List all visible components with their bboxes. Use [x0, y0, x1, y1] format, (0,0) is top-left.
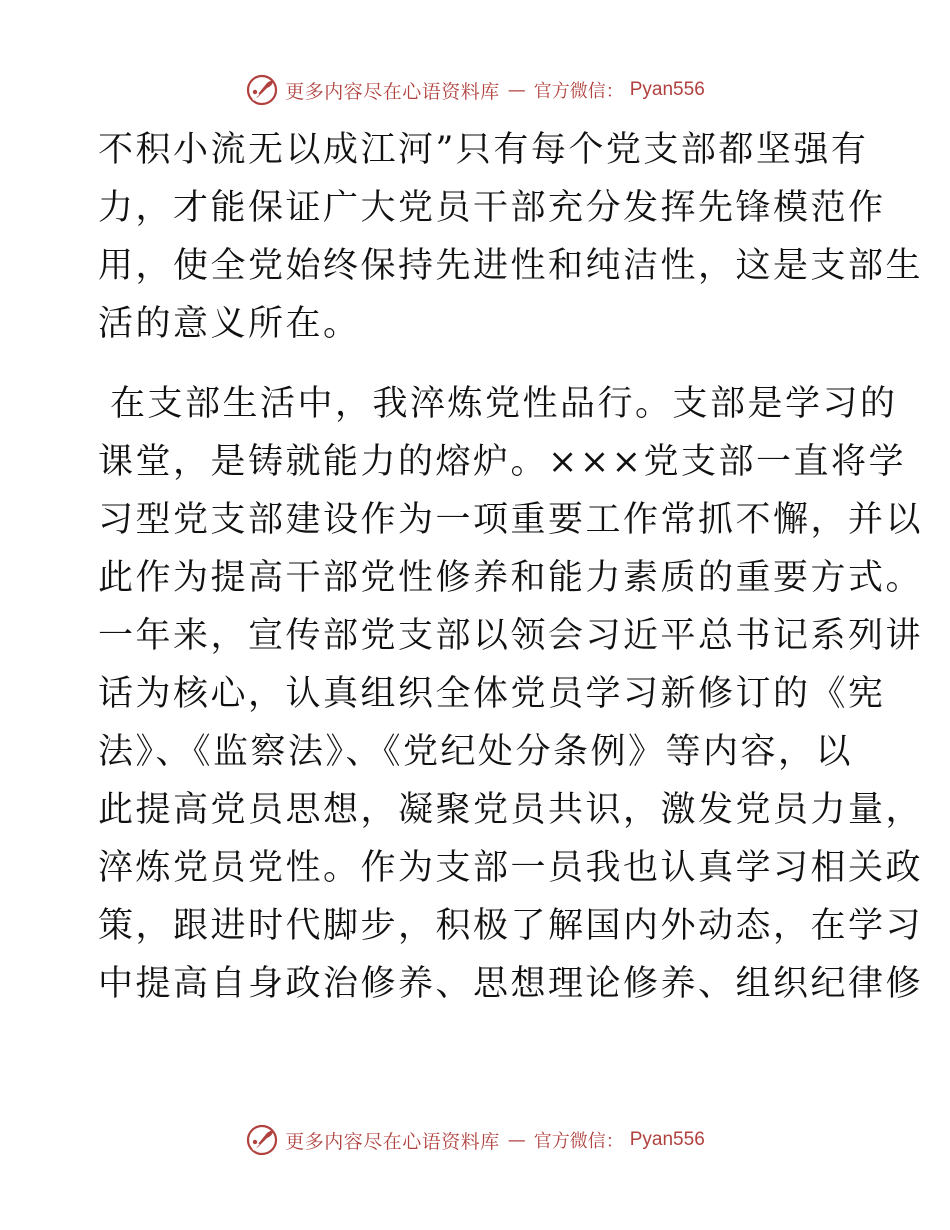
text-line: 一年来，宣传部党支部以领会习近平总书记系列讲	[98, 616, 924, 656]
text-line: 此提高党员思想，凝聚党员共识，激发党员力量，	[98, 790, 924, 830]
watermark-wechat-id: Pyan556	[629, 1129, 705, 1150]
watermark-wechat-label: 官方微信：	[533, 1131, 624, 1152]
feather-pen-logo-icon	[245, 73, 279, 107]
watermark-site-text: 更多内容尽在心语资料库	[285, 1130, 500, 1153]
feather-pen-logo-icon	[245, 1123, 279, 1157]
paragraph-2	[98, 375, 924, 1013]
text-line: 用，使全党始终保持先进性和纯洁性，这是支部生	[98, 246, 924, 286]
document-body	[98, 121, 924, 1013]
watermark-separator: —	[507, 1129, 526, 1151]
watermark-wechat-label: 官方微信：	[533, 81, 624, 102]
text-line: 在支部生活中，我淬炼党性品行。支部是学习的	[110, 384, 898, 424]
paragraph-1	[98, 121, 924, 353]
text-line: 课堂，是铸就能力的熔炉。×××党支部一直将学	[98, 442, 906, 482]
text-line: 活的意义所在。	[98, 304, 361, 344]
text-line: 习型党支部建设作为一项重要工作常抓不懈，并以	[98, 500, 924, 540]
text-line: 淬炼党员党性。作为支部一员我也认真学习相关政	[98, 848, 924, 888]
text-line: 力，才能保证广大党员干部充分发挥先锋模范作	[98, 188, 886, 228]
text-line: 话为核心，认真组织全体党员学习新修订的《宪	[98, 674, 886, 714]
footer-watermark	[0, 1120, 950, 1160]
watermark-wechat-id: Pyan556	[629, 79, 705, 100]
header-watermark	[0, 70, 950, 110]
text-line: 中提高自身政治修养、思想理论修养、组织纪律修	[98, 964, 924, 1004]
text-line: 法》、《监察法》、《党纪处分条例》等内容，以	[98, 732, 854, 772]
watermark-site-text: 更多内容尽在心语资料库	[285, 80, 500, 103]
text-line: 不积小流无以成江河”只有每个党支部都坚强有	[98, 130, 869, 170]
watermark-separator: —	[507, 79, 526, 101]
text-line: 策，跟进时代脚步，积极了解国内外动态，在学习	[98, 906, 924, 946]
text-line: 此作为提高干部党性修养和能力素质的重要方式。	[98, 558, 924, 598]
